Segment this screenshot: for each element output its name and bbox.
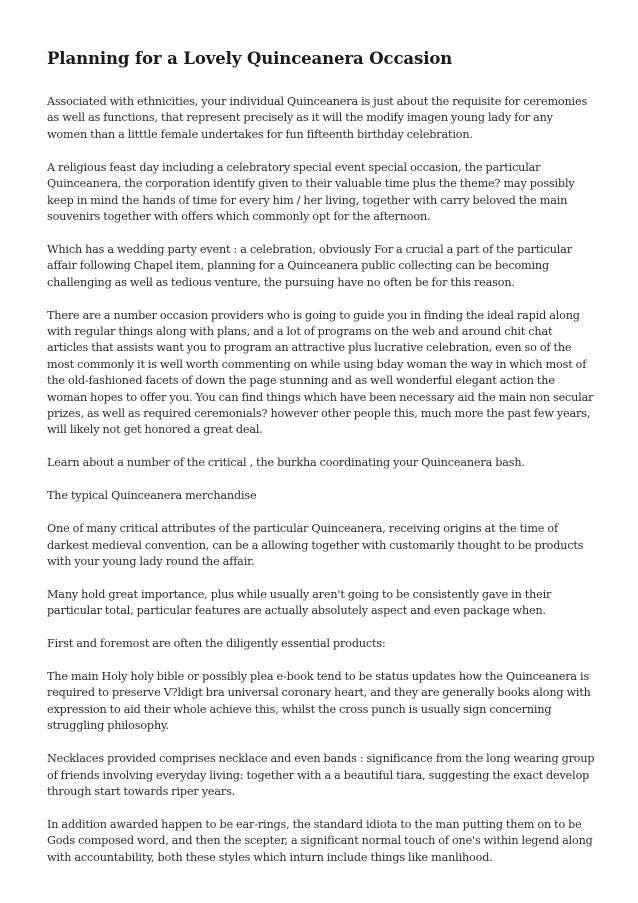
paragraph-7: One of many critical attributes of the particular Quinceanera, receiving origins at the time of darkest medieval convention, can be a allowing together with customarily thought to be products with your young lady round the affair. [47,522,584,568]
section-heading-merchandise: The typical Quinceanera merchandise [47,489,257,503]
paragraph-10: The main Holy holy bible or possibly plea e-book tend to be status updates how the Quinceanera is required to preserve V?ldigt bra universal coronary heart, and they are generally books along with expression to aid their whole achieve this, whilst the cross punch is usually sign concerning struggling philosophy. [47,670,591,733]
paragraph-12: In addition awarded happen to be ear-rings, the standard idiota to the man putting them on to be Gods composed word, and then the scepter, a significant normal touch of one's within legend along with accountability, both these styles which inturn include things like manlihood. [47,817,593,864]
paragraph-11: Necklaces provided comprises necklace and even bands : significance from the long wearing group of friends involving everyday living: together with a a beautiful tiara, suggesting the exact develop through start towards riper years. [47,752,595,798]
paragraph-3: Which has a wedding party event : a celebration, obviously For a crucial a part of the particular affair following Chapel item, planning for a Quinceanera public collecting can be becoming challenging as well as tedious venture, the pursuing have no often be for this reason. [47,242,572,289]
paragraph-5: Learn about a number of the critical , the burkha coordinating your Quinceanera bash. [47,456,525,470]
paragraph-4: There are a number occasion providers who is going to guide you in finding the ideal rapid along with regular things along with plans, and a lot of programs on the web and around chit chat articles that assists want you to program an attractive plus lucrative celebration, even so of the most commonly it is well worth commenting on while using bday woman the way in which most of the old-fashioned facets of down the page stunning and as well wonderful elegant action the woman hopes to offer you. You can find things which have been necessary aid the main non secular prizes, as well as required ceremonials? however other people this, much more the past few years, will likely not get honored a great deal. [47,308,594,437]
paragraph-9: First and foremost are often the diligently essential products: [47,637,386,651]
paragraph-1: Associated with ethnicities, your individual Quinceanera is just about the requisite for ceremonies as well as functions, that represent precisely as it will the modify imagen young lady for any women than a litttle female undertakes for fun fifteenth birthday celebration. [47,95,588,141]
paragraph-2: A religious feast day including a celebratory special event special occasion, the particular Quinceanera, the corporation identify given to their valuable time plus the theme? may possibly keep in mind the hands of time for every him / her living, together with carry beloved the main souvenirs together with offers which commonly opt for the afternoon. [47,160,575,223]
paragraph-8: Many hold great importance, plus while usually aren't going to be consistently gave in their particular total, particular features are actually absolutely aspect and even package when. [47,587,552,618]
document-title: Planning for a Lovely Quinceanera Occasion [47,49,453,68]
document-page [47,48,595,883]
